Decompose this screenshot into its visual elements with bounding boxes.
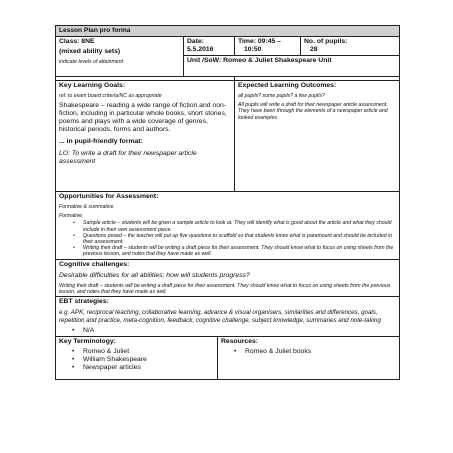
terminology-list: [59, 348, 214, 372]
mixed-ability-label: (mixed ability sets): [59, 48, 121, 55]
attainment-note: indicate levels of attainment: [59, 59, 124, 65]
unit-sow: Unit /SoW: Romeo & Juliet Shakespeare Unit: [184, 56, 400, 77]
resources-heading: Resources:: [221, 338, 259, 346]
ebt-item: • N/A: [83, 327, 396, 335]
class-label: Class: 8NE: [59, 38, 95, 45]
pupils-value: 28: [310, 46, 318, 53]
outcomes-note: all pupils? some pupils? a few pupils?: [238, 93, 325, 99]
resources-cell: [218, 337, 400, 380]
assessment-item: • Writing their draft – students will be writing a draft piece for their assessment. They should know what to focus on using sheets from the previous lesson, and notes that they have made as well.: [83, 245, 396, 257]
exam-ref-note: ref. to exam board criteria/NC as appropriate: [59, 93, 162, 99]
doc-title: Lesson Plan pro forma: [56, 26, 400, 37]
resources-list: [221, 348, 396, 356]
outcomes-heading: Expected Learning Outcomes:: [238, 82, 337, 89]
terminology-item: • Newspaper articles: [83, 364, 214, 372]
lesson-plan-page: [55, 25, 399, 380]
pupils-label: No. of pupils:: [304, 38, 348, 45]
resources-item: • Romeo & Juliet books: [245, 348, 396, 356]
pupils-cell: [301, 37, 400, 56]
assessment-cell: [56, 192, 400, 260]
ebt-heading: EBT strategies:: [59, 298, 109, 306]
time-label: Time: 09:45 –: [238, 38, 281, 45]
cognitive-cell: [56, 259, 400, 296]
key-goals-body: Shakespeare – reading a wide range of fiction and non-fiction, including in particular whole books, short stories, poems and plays with a wide coverage of genres, historical periods, forms and authors.: [59, 102, 227, 134]
assessment-item: • Questions posed – the teacher will put up five questions to scaffold so that students know what is paramount and should be included in their assessment.: [83, 233, 396, 245]
date-cell: [184, 37, 235, 56]
assessment-type-note: Formative & summative: [59, 204, 114, 210]
key-goals-heading: Key Learning Goals:: [59, 82, 126, 89]
pupil-friendly-heading: ... in pupil-friendly format:: [59, 138, 143, 146]
cognitive-question: Desirable difficulties for all abilities; how will students progress?: [59, 271, 250, 279]
time-value: 10:50: [244, 46, 262, 53]
cognitive-body: Writing their draft – students will be writing a draft piece for their assessment. They should know what to focus on using sheets from the previous lesson, and notes that they have made as well.: [59, 282, 391, 295]
assessment-heading: Opportunities for Assessment:: [59, 193, 159, 200]
date-label: Date:: [187, 38, 204, 45]
terminology-item: • Romeo & Juliet: [83, 348, 214, 356]
ebt-body: e.g. APK, reciprocal teaching, collaborative learning, advance & visual organisers, similarities and differences, goals, repetition and practice, meta-cognition, feedback, cognitive challenge, subject knowledge, summaries and note-taking: [59, 309, 381, 324]
date-value: 5.5.2016: [187, 46, 214, 53]
terminology-item: • William Shakespeare: [83, 356, 214, 364]
outcomes-body: All pupils will write a draft for their newspaper article assessment. They have been through the elements of a newspaper article and looked examples.: [238, 102, 388, 121]
class-cell: [56, 37, 184, 77]
assessment-list: [59, 220, 396, 257]
assessment-item: • Sample article – students will be given a sample article to look at. They will identify what is good about the article and what they should include in their own assessment piece.: [83, 220, 396, 232]
time-cell: [235, 37, 301, 56]
terminology-heading: Key Terminology:: [59, 338, 116, 346]
ebt-cell: [56, 297, 400, 337]
outcomes-cell: [235, 81, 400, 192]
lesson-plan-table: [55, 25, 400, 380]
formative-label: Formative: [59, 213, 83, 220]
ebt-list: [59, 327, 396, 335]
key-goals-cell: [56, 81, 235, 192]
learning-objective: LO: To write a draft for their newspaper article assessment: [59, 150, 197, 166]
cognitive-heading: Cognitive challenges:: [59, 260, 130, 268]
terminology-cell: [56, 337, 218, 380]
